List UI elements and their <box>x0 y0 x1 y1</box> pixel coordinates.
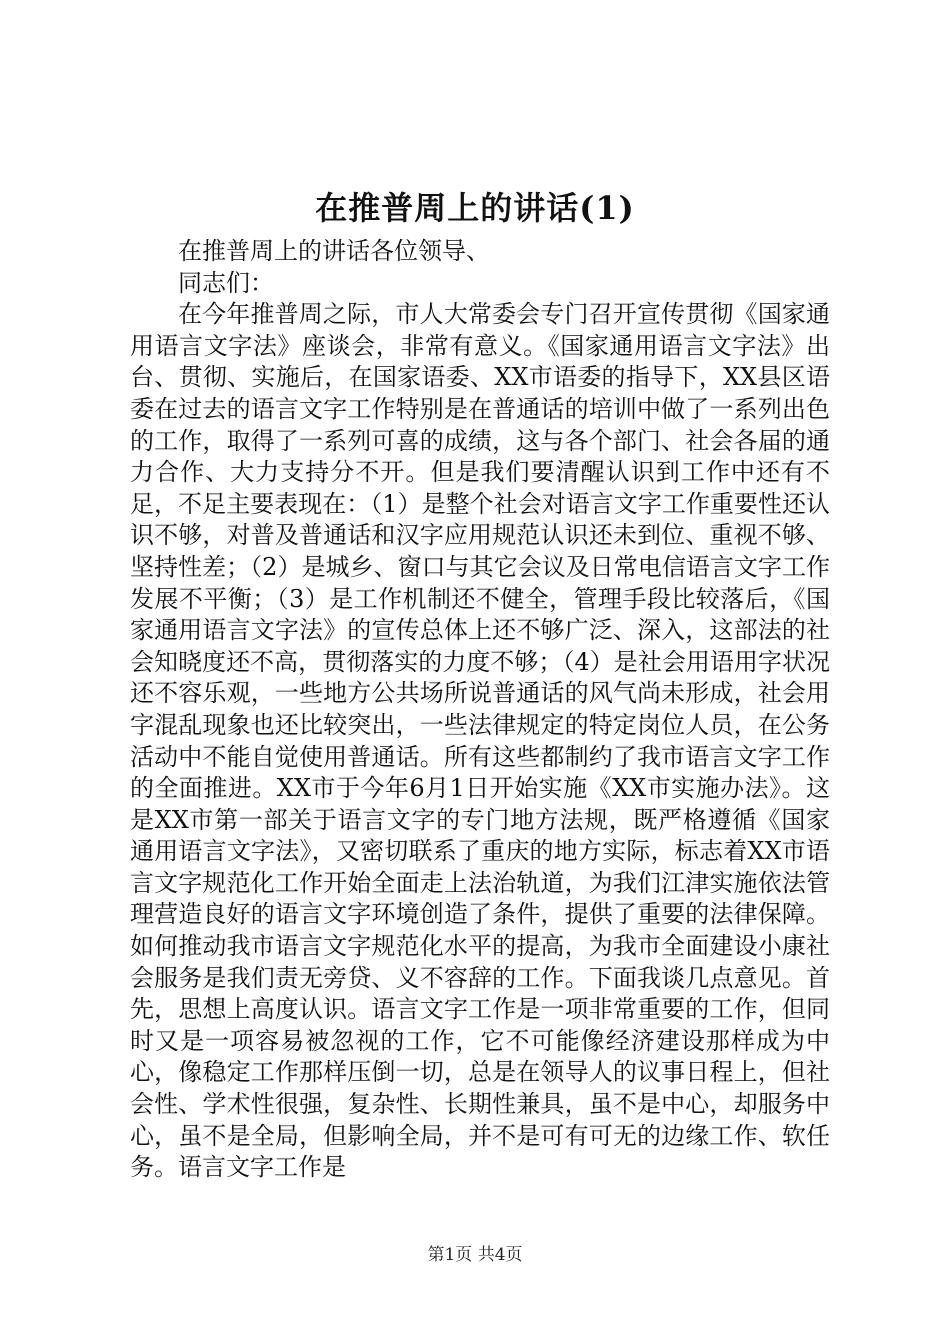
document-title: 在推普周上的讲话(1) <box>315 189 635 227</box>
paragraph-main: 在今年推普周之际，市人大常委会专门召开宣传贯彻《国家通用语言文字法》座谈会，非常有意义。《国家通用语言文字法》出台、贯彻、实施后，在国家语委、XX市语委的指导下，XX县区语委在过去的语言文字工作特别是在普通话的培训中做了一系列出色的工作，取得了一系列可喜的成绩，这与各个部门、社会各届的通力合作、大力支持分不开。但是我们要清醒认识到工作中还有不足，不足主要表现在：（1）是整个社会对语言文字工作重要性还认识不够，对普及普通话和汉字应用规范认识还未到位、重视不够、坚持性差；（2）是城乡、窗口与其它会议及日常电信语言文字工作发展不平衡；（3）是工作机制还不健全，管理手段比较落后，《国家通用语言文字法》的宣传总体上还不够广泛、深入，这部法的社会知晓度还不高，贯彻落实的力度不够；（4）是社会用语用字状况还不容乐观，一些地方公共场所说普通话的风气尚未形成，社会用字混乱现象也还比较突出，一些法律规定的特定岗位人员，在公务活动中不能自觉使用普通话。所有这些都制约了我市语言文字工作的全面推进。XX市于今年6月1日开始实施《XX市实施办法》。这是XX市第一部关于语言文字的专门地方法规，既严格遵循《国家通用语言文字法》，又密切联系了重庆的地方实际，标志着XX市语言文字规范化工作开始全面走上法治轨道，为我们江津实施依法管理营造良好的语言文字环境创造了条件，提供了重要的法律保障。如何推动我市语言文字规范化水平的提高，为我市全面建设小康社会服务是我们责无旁贷、义不容辞的工作。下面我谈几点意见。首先，思想上高度认识。语言文字工作是一项非常重要的工作，但同时又是一项容易被忽视的工作，它不可能像经济建设那样成为中心，像稳定工作那样压倒一切，总是在领导人的议事日程上，但社会性、学术性很强，复杂性、长期性兼具，虽不是中心，却服务中心，虽不是全局，但影响全局，并不是可有可无的边缘工作、软任务。语言文字工作是 <box>130 300 830 1182</box>
document-body <box>130 236 830 1184</box>
page-number-footer: 第1页 共4页 <box>427 1245 523 1265</box>
paragraph-salutation-2: 同志们： <box>178 268 274 297</box>
paragraph-salutation-1: 在推普周上的讲话各位领导、 <box>178 237 490 265</box>
